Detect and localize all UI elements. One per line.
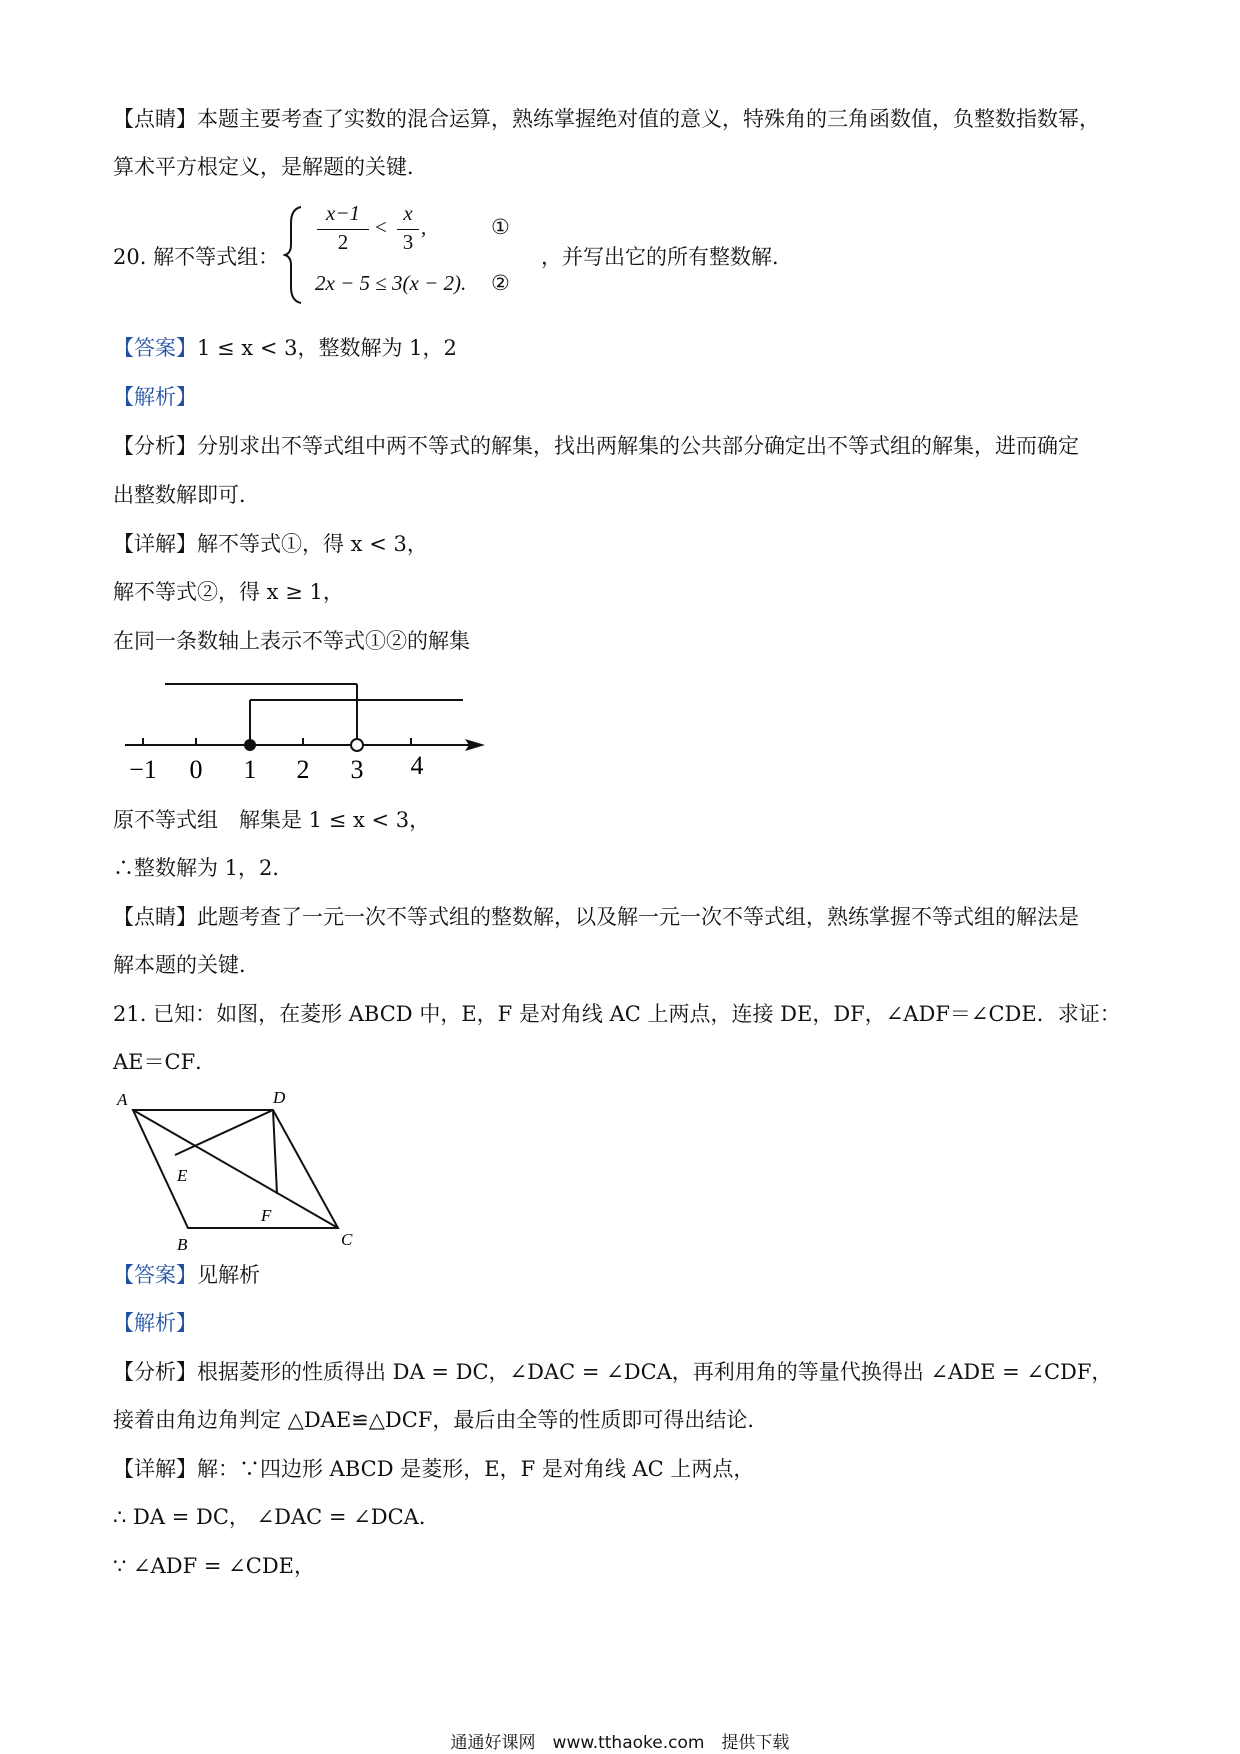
tick-label: 4 — [410, 751, 424, 780]
rhombus-figure — [113, 1085, 373, 1250]
answer-tag: 【答案】 — [113, 336, 197, 360]
label-c: C — [341, 1230, 353, 1249]
open-point-3 — [351, 739, 363, 751]
axis-ticks — [143, 738, 411, 745]
answer-21-text: 见解析 — [197, 1263, 260, 1287]
fenxi-2-line-2: 接着由角边角判定 △DAE≌△DCF，最后由全等的性质即可得出结论． — [113, 1408, 769, 1432]
label-d: D — [273, 1088, 286, 1107]
detail-1-line-1 — [113, 529, 428, 559]
question-20 — [113, 201, 813, 305]
detail-1-line-3: 在同一条数轴上表示不等式①②的解集 — [113, 629, 470, 653]
question-21-line-2: AE＝CF． — [113, 1050, 217, 1074]
label-b: B — [177, 1235, 188, 1250]
answer-tag: 【答案】 — [113, 1263, 197, 1287]
jiexi-tag-1: 【解析】 — [113, 385, 197, 409]
question-20-suffix: ，并写出它的所有整数解． — [541, 245, 793, 269]
inequality-1 — [313, 201, 513, 255]
page-footer: 通通好课网 www.tthaoke.com 提供下载 — [450, 1733, 790, 1753]
eq1-comma: , — [421, 215, 427, 239]
detail-2-line-1: 【详解】解：∵四边形 ABCD 是菱形，E，F 是对角线 AC 上两点， — [113, 1457, 755, 1481]
fenxi-tag: 【分析】 — [113, 434, 197, 458]
tick-label: 0 — [189, 755, 203, 784]
eq1-relation: < — [375, 215, 387, 239]
eq1-numerator-right: x — [403, 201, 413, 225]
tick-label: −1 — [129, 755, 157, 784]
eq1-numerator-left: x−1 — [326, 201, 360, 225]
segment-df — [273, 1110, 277, 1194]
detail-1-text: 解不等式①，得 x < 3， — [197, 532, 428, 556]
label-e: E — [177, 1166, 188, 1185]
segment-de — [175, 1110, 273, 1155]
detail-1-line-2: 解不等式②，得 x ≥ 1， — [113, 580, 344, 604]
result-line-1: 原不等式组 解集是 1 ≤ x < 3， — [113, 808, 431, 832]
solid-point-1 — [244, 739, 256, 751]
eq1-marker: ① — [491, 215, 510, 239]
answer-20 — [113, 333, 457, 363]
fenxi-2-line-1 — [113, 1357, 1112, 1387]
system-brace — [283, 205, 305, 305]
tick-label: 1 — [243, 755, 257, 784]
dianjing-2-line-2: 解本题的关键． — [113, 953, 260, 977]
fenxi-1-line-1 — [113, 431, 1079, 461]
fenxi-1-line-2: 出整数解即可． — [113, 483, 260, 507]
detail-tag: 【详解】 — [113, 532, 197, 556]
fenxi-2-text: 根据菱形的性质得出 DA = DC，∠DAC = ∠DCA，再利用角的等量代换得出 ∠ADE = ∠CDF， — [197, 1360, 1113, 1384]
eq1-denominator-left: 2 — [337, 230, 349, 254]
inequality-2: 2x − 5 ≤ 3(x − 2). — [315, 271, 467, 295]
dianjing-line-1: 【点睛】本题主要考查了实数的混合运算，熟练掌握绝对值的意义，特殊角的三角函数值，负整数指数幂， — [113, 107, 1100, 131]
eq2-marker: ② — [491, 271, 510, 295]
detail-2-line-2: ∴ DA = DC， ∠DAC = ∠DCA． — [113, 1505, 440, 1529]
fenxi-1-text: 分别求出不等式组中两不等式的解集，找出两解集的公共部分确定出不等式组的解集，进而确定 — [197, 434, 1079, 458]
dianjing-line-2: 算术平方根定义，是解题的关键． — [113, 155, 428, 179]
result-line-2: ∴整数解为 1，2． — [113, 856, 294, 880]
jiexi-tag-2: 【解析】 — [113, 1311, 197, 1335]
dianjing-2-line-1: 【点睛】此题考查了一元一次不等式组的整数解，以及解一元一次不等式组，熟练掌握不等式组的解法是 — [113, 905, 1079, 929]
label-f: F — [261, 1206, 272, 1225]
question-21-line-1: 21. 已知：如图，在菱形 ABCD 中，E，F 是对角线 AC 上两点，连接 DE，DF，∠ADF＝∠CDE．求证： — [113, 1002, 1121, 1026]
tick-label: 2 — [296, 755, 310, 784]
tick-label: 3 — [350, 755, 364, 784]
detail-2-line-3: ∵ ∠ADF = ∠CDE， — [113, 1554, 315, 1578]
answer-21 — [113, 1260, 260, 1290]
eq1-denominator-right: 3 — [402, 230, 414, 254]
answer-20-text: 1 ≤ x < 3，整数解为 1，2 — [197, 336, 457, 360]
question-20-prefix: 20. 解不等式组： — [113, 245, 280, 269]
number-line-figure — [113, 670, 493, 785]
label-a: A — [117, 1090, 128, 1109]
fenxi-tag: 【分析】 — [113, 1360, 197, 1384]
